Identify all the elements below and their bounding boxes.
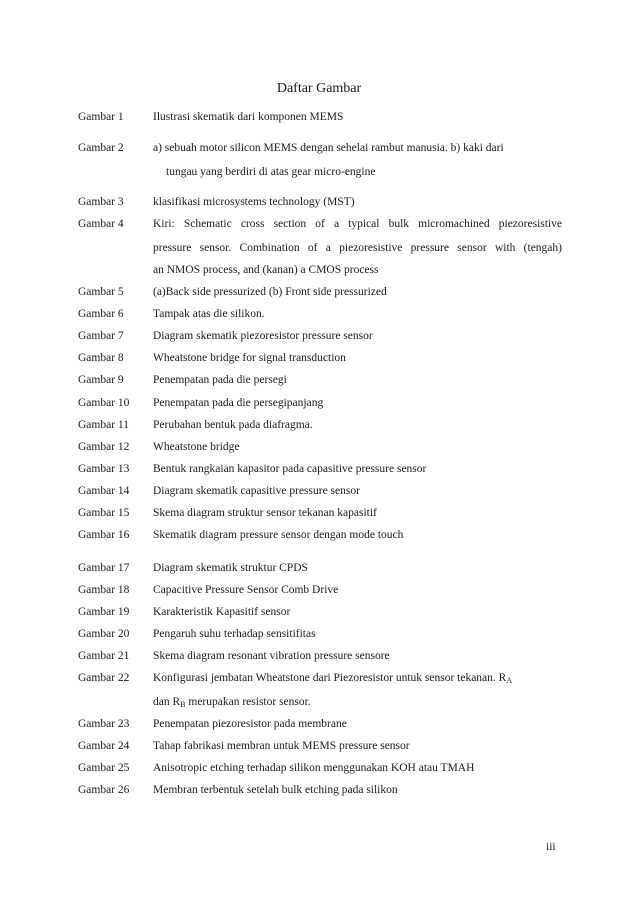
figure-caption: Konfigurasi jembatan Wheatstone dari Piezoresistor untuk sensor tekanan. $R_A$ [153,672,513,685]
figure-caption: Ilustrasi skematik dari komponen MEMS [153,111,344,123]
figure-label: Gambar 21 [78,650,130,662]
figure-label: Gambar 24 [78,740,130,752]
figure-caption: klasifikasi microsystems technology (MST) [153,196,355,208]
figure-caption-line: pressure sensor. Combination of a piezoresistive pressure sensor with (tengah) [153,242,562,254]
figure-caption: Penempatan piezoresistor pada membrane [153,718,347,730]
figure-label: Gambar 5 [78,286,124,298]
figure-label: Gambar 9 [78,374,124,386]
figure-label: Gambar 23 [78,718,130,730]
figure-caption: Diagram skematik capasitive pressure sensor [153,485,360,497]
page-number: iii [546,841,556,853]
figure-caption: Skema diagram resonant vibration pressure sensore [153,650,390,662]
figure-label: Gambar 16 [78,529,130,541]
figure-caption: (a)Back side pressurized (b) Front side pressurized [153,286,387,298]
figure-caption: Pengaruh suhu terhadap sensitifitas [153,628,316,640]
figure-label: Gambar 20 [78,628,130,640]
figure-label: Gambar 6 [78,308,124,320]
figure-caption: Wheatstone bridge [153,441,240,453]
figure-caption: Tampak atas die silikon. [153,308,265,320]
figure-caption: a) sebuah motor silicon MEMS dengan sehelai rambut manusia. b) kaki dari [153,142,504,154]
figure-caption: Anisotropic etching terhadap silikon menggunakan KOH atau TMAH [153,762,475,774]
figure-label: Gambar 18 [78,584,130,596]
figure-caption: Penempatan pada die persegipanjang [153,397,324,409]
figure-caption: Wheatstone bridge for signal transduction [153,352,346,364]
figure-caption: Penempatan pada die persegi [153,374,287,386]
figure-label: Gambar 3 [78,196,124,208]
figure-label: Gambar 14 [78,485,130,497]
figure-caption: Skematik diagram pressure sensor dengan mode touch [153,529,404,541]
figure-label: Gambar 2 [78,142,124,154]
figure-label: Gambar 11 [78,419,129,431]
figure-caption: Skema diagram struktur sensor tekanan kapasitif [153,507,377,519]
figure-label: Gambar 17 [78,562,130,574]
figure-caption-line: tungau yang berdiri di atas gear micro-engine [166,166,376,178]
figure-caption-line: an NMOS process, and (kanan) a CMOS process [153,264,379,276]
figure-label: Gambar 1 [78,111,124,123]
figure-label: Gambar 8 [78,352,124,364]
page-title: Daftar Gambar [276,81,362,96]
figure-caption: Diagram skematik piezoresistor pressure sensor [153,330,373,342]
figure-caption: Kiri: Schematic cross section of a typical bulk micromachined piezoresistive [153,218,562,230]
figure-label: Gambar 4 [78,218,124,230]
figure-label: Gambar 26 [78,784,130,796]
figure-caption: Karakteristik Kapasitif sensor [153,606,291,618]
figure-label: Gambar 15 [78,507,130,519]
figure-label: Gambar 13 [78,463,130,475]
figure-caption: Bentuk rangkaian kapasitor pada capasitive pressure sensor [153,463,427,475]
figure-label: Gambar 7 [78,330,124,342]
figure-label: Gambar 12 [78,441,130,453]
figure-label: Gambar 10 [78,397,130,409]
figure-caption: Tahap fabrikasi membran untuk MEMS pressure sensor [153,740,410,752]
figure-caption: Membran terbentuk setelah bulk etching pada silikon [153,784,398,796]
figure-label: Gambar 25 [78,762,130,774]
figure-caption: Perubahan bentuk pada diafragma. [153,419,313,431]
figure-caption-line: dan $R_B$ merupakan resistor sensor. [153,696,311,709]
figure-caption: Capacitive Pressure Sensor Comb Drive [153,584,339,596]
figure-label: Gambar 22 [78,672,130,684]
figure-label: Gambar 19 [78,606,130,618]
figure-caption: Diagram skematik struktur CPDS [153,562,308,574]
